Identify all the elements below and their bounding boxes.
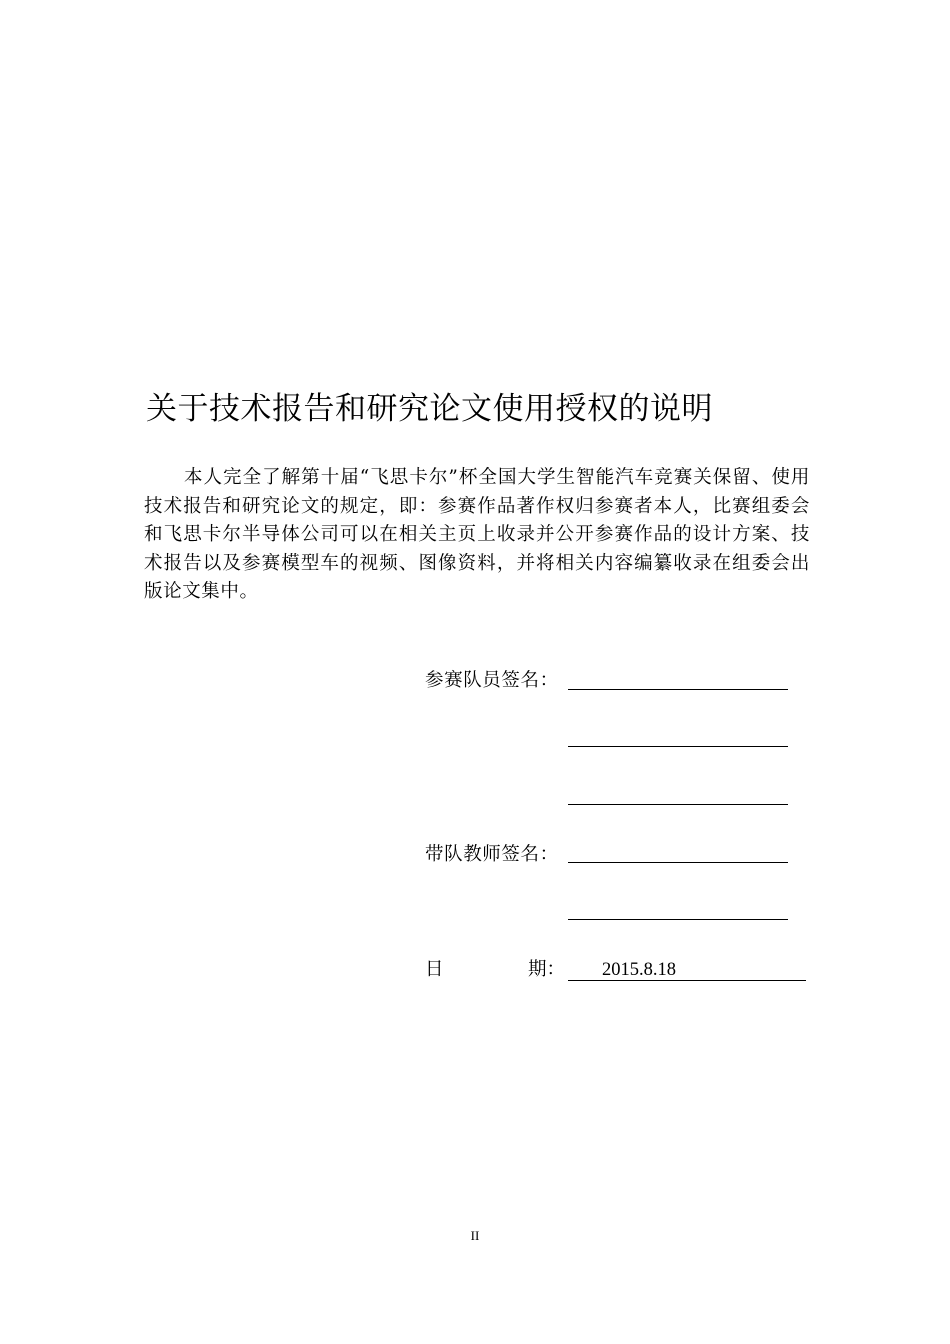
team-member-signature-line-1 (568, 689, 788, 690)
advisor-signature-label: 带队教师签名： (425, 844, 559, 865)
team-member-signature-line-2 (568, 746, 788, 747)
authorization-paragraph: 本人完全了解第十届“飞思卡尔”杯全国大学生智能汽车竞赛关保留、使用技术报告和研究论文的规定，即：参赛作品著作权归参赛者本人，比赛组委会和飞思卡尔半导体公司可以在相关主页上收录并公开参赛作品的设计方案、技术报告以及参赛模型车的视频、图像资料，并将相关内容编纂收录在组委会出版论文集中。 (144, 467, 810, 602)
date-label-right: 期： (528, 959, 566, 980)
document-title: 关于技术报告和研究论文使用授权的说明 (146, 391, 713, 427)
team-member-signature-label: 参赛队员签名： (425, 670, 559, 691)
advisor-signature-line-2 (568, 919, 788, 920)
date-label-left: 日 (425, 959, 444, 980)
advisor-signature-line-1 (568, 862, 788, 863)
page-number: II (470, 1228, 480, 1243)
date-field (568, 956, 806, 981)
date-value: 2015.8.18 (602, 960, 676, 980)
team-member-signature-line-3 (568, 804, 788, 805)
